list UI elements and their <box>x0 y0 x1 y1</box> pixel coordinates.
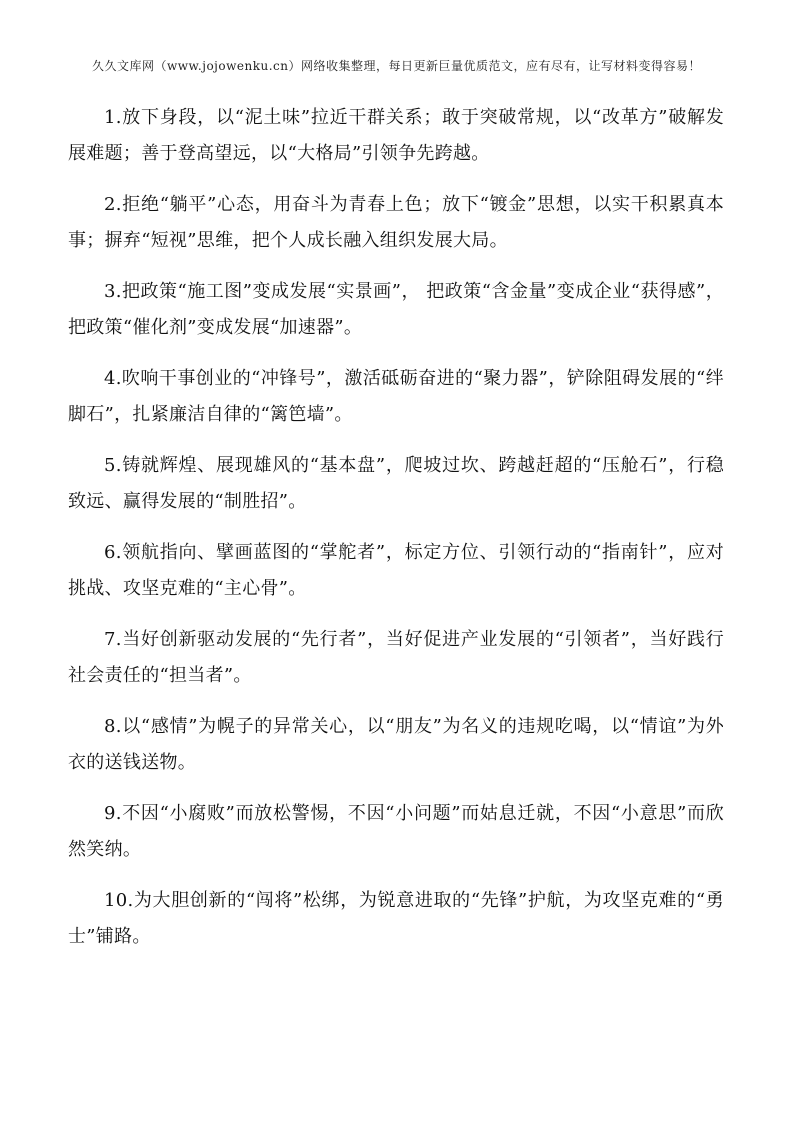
paragraph-1: 1.放下身段，以“泥土味”拉近干群关系；敢于突破常规，以“改革方”破解发展难题；善于登高望远，以“大格局”引领争先跨越。 <box>68 107 724 164</box>
paragraph-7: 7.当好创新驱动发展的“先行者”，当好促进产业发展的“引领者”，当好践行社会责任的“担当者”。 <box>68 629 724 686</box>
page-header: 久久文库网（www.jojowenku.cn）网络收集整理，每日更新巨量优质范文，应有尽有，让写材料变得容易！ <box>92 59 701 73</box>
paragraph-3: 3.把政策“施工图”变成发展“实景画”， 把政策“含金量”变成企业“获得感”，把政策“催化剂”变成发展“加速器”。 <box>68 281 724 338</box>
document-body <box>68 100 724 970</box>
paragraph-9: 9.不因“小腐败”而放松警惕，不因“小问题”而姑息迁就，不因“小意思”而欣然笑纳。 <box>68 803 724 860</box>
paragraph-10: 10.为大胆创新的“闯将”松绑，为锐意进取的“先锋”护航，为攻坚克难的“勇士”铺路。 <box>68 890 724 947</box>
paragraph-2: 2.拒绝“躺平”心态，用奋斗为青春上色；放下“镀金”思想，以实干积累真本事；摒弃“短视”思维，把个人成长融入组织发展大局。 <box>68 194 724 251</box>
paragraph-5: 5.铸就辉煌、展现雄风的“基本盘”，爬坡过坎、跨越赶超的“压舱石”，行稳致远、赢得发展的“制胜招”。 <box>68 455 724 512</box>
paragraph-6: 6.领航指向、擘画蓝图的“掌舵者”，标定方位、引领行动的“指南针”，应对挑战、攻坚克难的“主心骨”。 <box>68 542 724 599</box>
paragraph-4: 4.吹响干事创业的“冲锋号”，激活砥砺奋进的“聚力器”，铲除阻碍发展的“绊脚石”，扎紧廉洁自律的“篱笆墙”。 <box>68 368 724 425</box>
paragraph-8: 8.以“感情”为幌子的异常关心，以“朋友”为名义的违规吃喝，以“情谊”为外衣的送钱送物。 <box>68 716 724 773</box>
